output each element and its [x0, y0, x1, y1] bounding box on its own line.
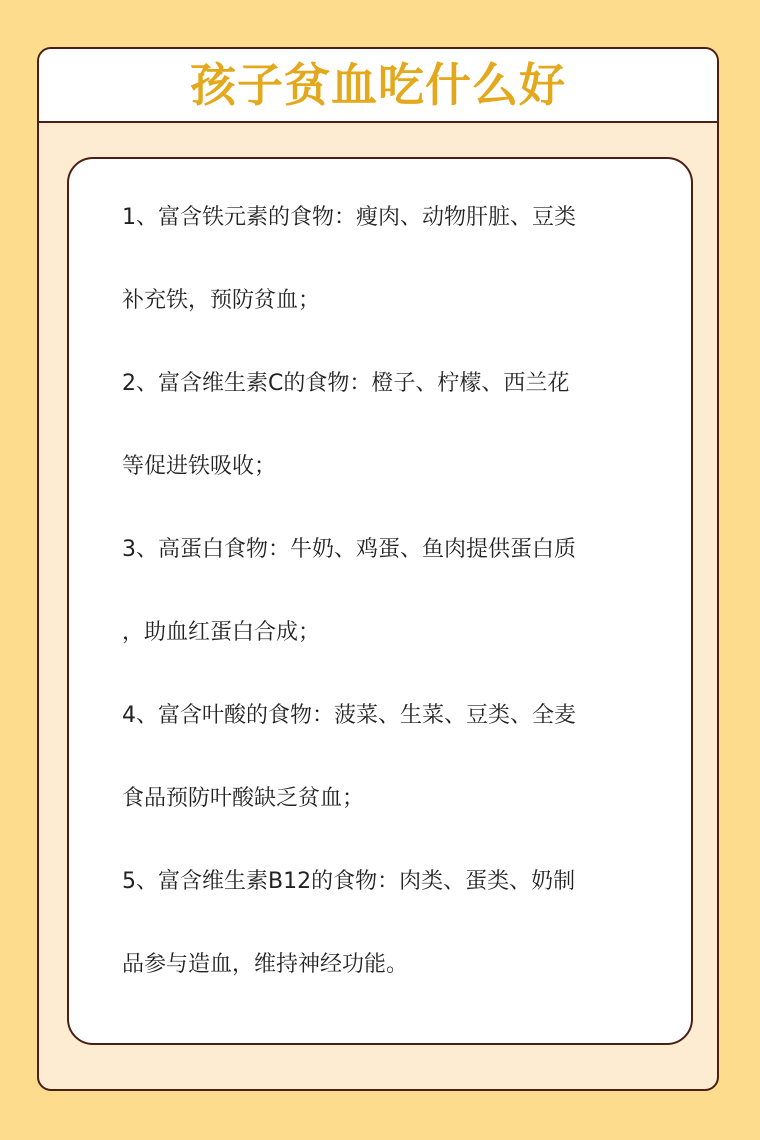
item-line-1: 3、高蛋白食物：牛奶、鸡蛋、鱼肉提供蛋白质 — [122, 537, 576, 562]
list-item — [122, 694, 652, 860]
item-line-2: 食品预防叶酸缺乏贫血； — [122, 786, 365, 811]
item-line-1: 2、富含维生素C的食物：橙子、柠檬、西兰花 — [122, 371, 570, 396]
item-line-2: ，助血红蛋白合成； — [122, 620, 321, 645]
item-line-2: 等促进铁吸收； — [122, 454, 277, 479]
list-item — [122, 362, 652, 528]
item-line-1: 1、富含铁元素的食物：瘦肉、动物肝脏、豆类 — [122, 205, 576, 230]
tips-list — [122, 196, 652, 1026]
item-line-1: 5、富含维生素B12的食物：肉类、蛋类、奶制 — [122, 869, 576, 894]
item-line-1: 4、富含叶酸的食物：菠菜、生菜、豆类、全麦 — [122, 703, 576, 728]
list-item — [122, 196, 652, 362]
item-line-2: 补充铁，预防贫血； — [122, 288, 321, 313]
page-title: 孩子贫血吃什么好 — [190, 58, 566, 112]
item-line-2: 品参与造血，维持神经功能。 — [122, 952, 409, 977]
title-bar — [39, 49, 717, 123]
list-item — [122, 860, 652, 1026]
list-item — [122, 528, 652, 694]
